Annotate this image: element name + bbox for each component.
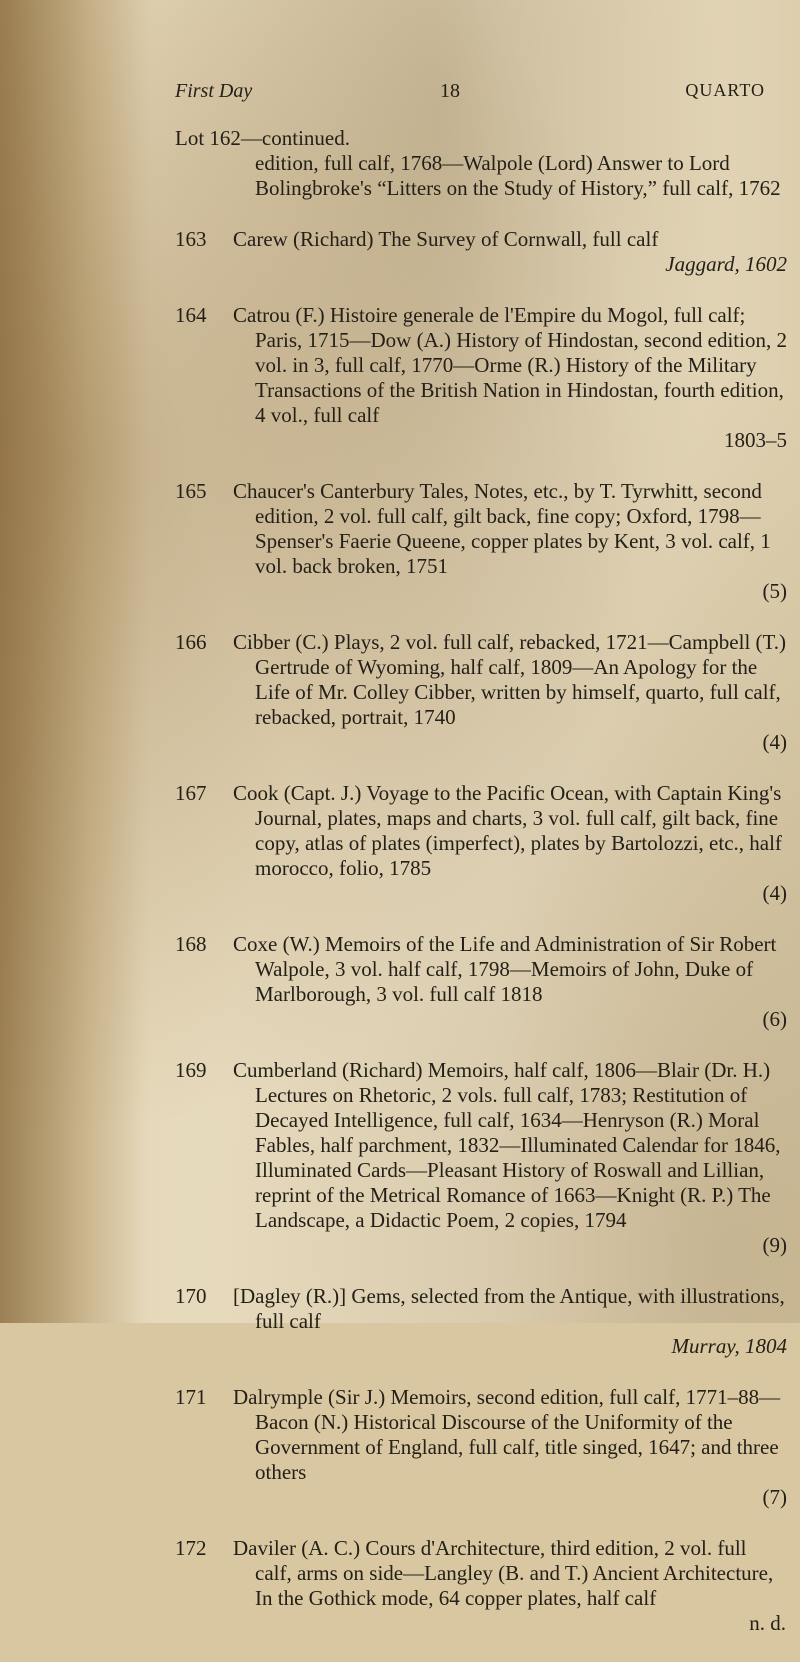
lot-text: Carew (Richard) The Survey of Cornwall, full calf	[233, 227, 659, 251]
lot-text: Cibber (C.) Plays, 2 vol. full calf, rebacked, 1721—Campbell (T.) Gertrude of Wyoming, half calf, 1809—An Apology for the Life of Mr. Colley Cibber, written by himself, quarto, full calf, rebacked, portrait, 1740	[233, 630, 787, 729]
lot-entry	[175, 303, 787, 453]
lot-entry	[175, 1058, 787, 1258]
lot-text: [Dagley (R.)] Gems, selected from the Antique, with illustrations, full calf	[233, 1284, 785, 1333]
lot-entry	[175, 126, 781, 201]
lot-text: Coxe (W.) Memoirs of the Life and Administration of Sir Robert Walpole, 3 vol. half calf, 1798—Memoirs of John, Duke of Marlborough, 3 vol. full calf 1818	[233, 932, 777, 1006]
lot-number: 164	[175, 303, 207, 327]
lot-list	[175, 126, 787, 1662]
lot-entry	[175, 781, 787, 906]
lot-entry	[175, 1284, 787, 1359]
lot-number: 169	[175, 1058, 207, 1082]
lot-text: Dalrymple (Sir J.) Memoirs, second edition, full calf, 1771–88—Bacon (N.) Historical Discourse of the Uniformity of the Government of England, full calf, title singed, 1647; and three others	[233, 1385, 781, 1484]
lot-tail: Murray, 1804	[671, 1334, 787, 1358]
lot-description	[233, 227, 787, 277]
lot-description	[233, 1536, 787, 1636]
lot-entry	[175, 227, 787, 277]
lot-entry	[175, 479, 787, 604]
lot-entry	[175, 1385, 787, 1510]
lot-tail: (4)	[762, 881, 787, 905]
lot-number: 171	[175, 1385, 207, 1409]
lot-text: Cumberland (Richard) Memoirs, half calf, 1806—Blair (Dr. H.) Lectures on Rhetoric, 2 vols. full calf, 1783; Restitution of Decayed Intelligence, full calf, 1634—Henryson (R.) Moral Fables, half parchment, 1832—Illuminated Calendar for 1846, Illuminated Cards—Pleasant History of Roswall and Lillian, reprint of the Metrical Romance of 1663—Knight (R. P.) The Landscape, a Didactic Poem, 2 copies, 1794	[233, 1058, 781, 1232]
lot-description	[233, 781, 787, 906]
lot-number: 163	[175, 227, 207, 251]
page-header	[175, 80, 765, 114]
lot-tail: (4)	[762, 730, 787, 754]
lot-description: edition, full calf, 1768—Walpole (Lord) Answer to Lord Bolingbroke's “Litters on the Study of History,” full calf, 1762	[255, 151, 781, 200]
lot-tail: 1803–5	[724, 428, 787, 452]
lot-number: 165	[175, 479, 207, 503]
lot-tail: (7)	[762, 1485, 787, 1509]
lot-number: Lot 162—continued.	[175, 126, 350, 150]
header-format: QUARTO	[685, 80, 765, 100]
header-day: First Day	[175, 80, 253, 102]
lot-number: 170	[175, 1284, 207, 1308]
lot-entry	[175, 1536, 786, 1636]
lot-description	[233, 1058, 787, 1258]
lot-text: Catrou (F.) Histoire generale de l'Empire du Mogol, full calf; Paris, 1715—Dow (A.) History of Hindostan, second edition, 2 vol. in 3, full calf, 1770—Orme (R.) History of the Military Transactions of the British Nation in Hindostan, fourth edition, 4 vol., full calf	[233, 303, 787, 427]
lot-tail: (6)	[762, 1007, 787, 1031]
lot-description	[233, 1284, 787, 1359]
lot-text: Chaucer's Canterbury Tales, Notes, etc., by T. Tyrwhitt, second edition, 2 vol. full calf, gilt back, fine copy; Oxford, 1798—Spenser's Faerie Queene, copper plates by Kent, 3 vol. calf, 1 vol. back broken, 1751	[233, 479, 771, 578]
page-number: 18	[440, 80, 460, 102]
lot-description	[233, 479, 787, 604]
page-edge-shadow	[0, 0, 150, 1323]
lot-description	[233, 630, 787, 755]
lot-number: 167	[175, 781, 207, 805]
lot-description	[233, 303, 787, 453]
lot-tail: (9)	[762, 1233, 787, 1257]
lot-tail: n. d.	[749, 1611, 786, 1635]
lot-description	[233, 932, 787, 1032]
lot-text: Daviler (A. C.) Cours d'Architecture, third edition, 2 vol. full calf, arms on side—Langley (B. and T.) Ancient Architecture, In the Gothick mode, 64 copper plates, half calf	[233, 1536, 774, 1610]
lot-entry	[175, 630, 787, 755]
lot-entry	[175, 932, 787, 1032]
lot-tail: (5)	[762, 579, 787, 603]
lot-number: 172	[175, 1536, 207, 1560]
lot-text: Cook (Capt. J.) Voyage to the Pacific Ocean, with Captain King's Journal, plates, maps and charts, 3 vol. full calf, gilt back, fine copy, atlas of plates (imperfect), plates by Bartolozzi, etc., half morocco, folio, 1785	[233, 781, 782, 880]
lot-description	[233, 1385, 787, 1510]
lot-number: 166	[175, 630, 207, 654]
lot-number: 168	[175, 932, 207, 956]
lot-tail: Jaggard, 1602	[665, 252, 787, 276]
